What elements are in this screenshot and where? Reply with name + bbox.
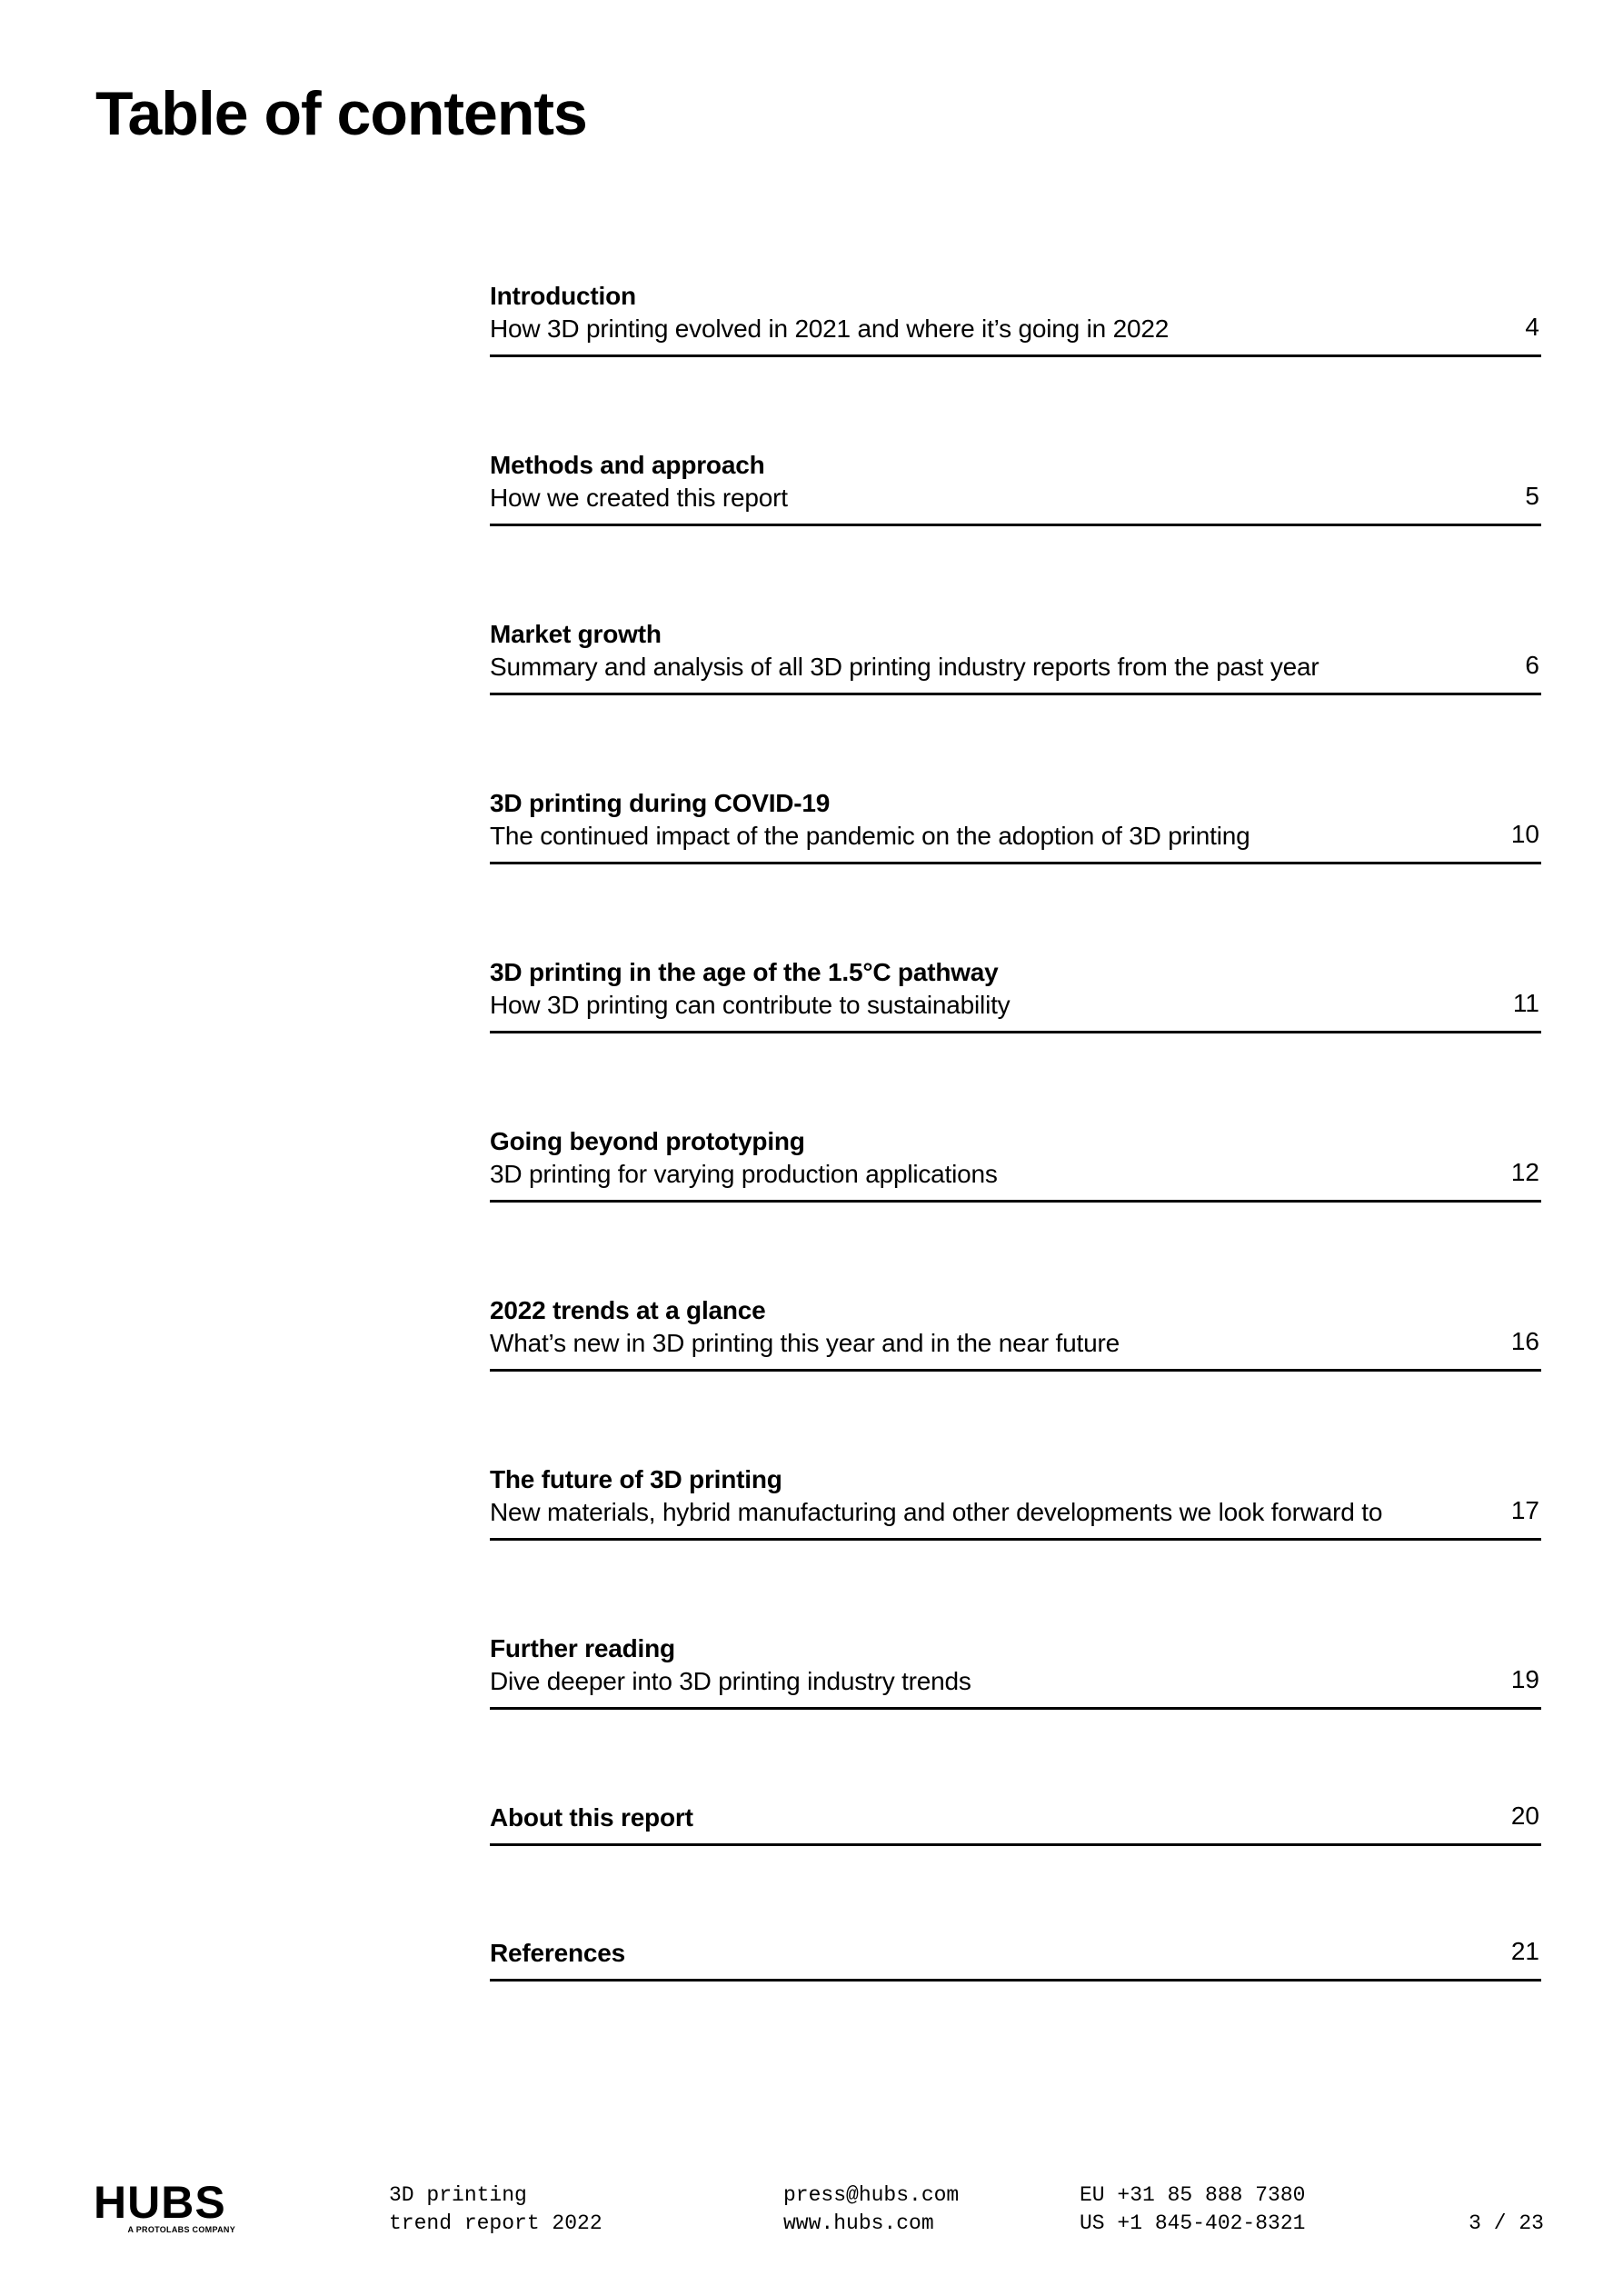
toc-entry-methods: [490, 449, 1541, 618]
toc-link-covid[interactable]: [490, 787, 1541, 864]
toc-entry-title: About this report: [490, 1803, 693, 1832]
footer-website: www.hubs.com: [783, 2211, 934, 2235]
toc-entry-subtitle: 3D printing for varying production applications: [490, 1160, 998, 1188]
toc-entry-about: [490, 1802, 1541, 1937]
toc-entry-subtitle: New materials, hybrid manufacturing and other developments we look forward to: [490, 1498, 1383, 1526]
page-title: Table of contents: [95, 79, 587, 148]
toc-entry-future: [490, 1463, 1541, 1632]
toc-entry-subtitle: What’s new in 3D printing this year and in the near future: [490, 1329, 1120, 1357]
toc-entry-introduction: [490, 280, 1541, 449]
toc-link-further-reading[interactable]: [490, 1632, 1541, 1710]
logo-wordmark: HUBS: [94, 2177, 226, 2228]
toc-link-references[interactable]: [490, 1937, 1541, 1982]
toc-entry-title: 3D printing in the age of the 1.5°C pathway: [490, 958, 999, 986]
toc-link-methods[interactable]: [490, 449, 1541, 526]
toc-entry-title: 3D printing during COVID-19: [490, 789, 831, 817]
footer-report-name: [389, 2181, 602, 2238]
toc-entry-title: The future of 3D printing: [490, 1465, 782, 1493]
footer-report-line-2: trend report 2022: [389, 2211, 602, 2235]
toc-entry-page-number: 19: [1510, 1665, 1539, 1693]
toc-entry-covid: [490, 787, 1541, 956]
toc-entry-subtitle: How 3D printing can contribute to sustainability: [490, 991, 1011, 1019]
footer-contact: [783, 2181, 959, 2238]
toc-entry-subtitle: Dive deeper into 3D printing industry trends: [490, 1667, 971, 1695]
toc-link-trends[interactable]: [490, 1294, 1541, 1372]
toc-link-future[interactable]: [490, 1463, 1541, 1541]
toc-entry-title: Methods and approach: [490, 451, 765, 479]
footer-phones: [1080, 2181, 1305, 2238]
toc-entry-page-number: 6: [1525, 651, 1539, 679]
toc-entry-page-number: 17: [1510, 1496, 1539, 1524]
toc-entry-title: Market growth: [490, 620, 662, 648]
toc-entry-title: 2022 trends at a glance: [490, 1296, 766, 1324]
toc-link-sustainability[interactable]: [490, 956, 1541, 1033]
toc-entry-title: Introduction: [490, 282, 636, 310]
toc-link-market-growth[interactable]: [490, 618, 1541, 695]
toc-entry-trends: [490, 1294, 1541, 1463]
toc-entry-subtitle: How 3D printing evolved in 2021 and where it’s going in 2022: [490, 314, 1170, 343]
toc-entry-further-reading: [490, 1632, 1541, 1802]
footer-page-indicator: 3 / 23: [1469, 2211, 1544, 2235]
toc-entry-page-number: 5: [1525, 482, 1539, 510]
toc-link-introduction[interactable]: [490, 280, 1541, 357]
toc-entry-page-number: 21: [1510, 1937, 1539, 1965]
footer-phone-us: US +1 845-402-8321: [1080, 2211, 1306, 2235]
toc-entry-page-number: 10: [1510, 820, 1539, 848]
toc-entry-page-number: 16: [1510, 1327, 1539, 1355]
toc-entry-title: References: [490, 1939, 625, 1967]
toc-link-beyond-prototyping[interactable]: [490, 1125, 1541, 1203]
toc-entry-title: Going beyond prototyping: [490, 1127, 805, 1155]
toc-entry-page-number: 4: [1525, 313, 1539, 341]
toc-entry-page-number: 20: [1510, 1802, 1539, 1830]
footer-phone-eu: EU +31 85 888 7380: [1080, 2183, 1306, 2207]
toc-entry-sustainability: [490, 956, 1541, 1125]
footer-report-line-1: 3D printing: [389, 2183, 527, 2207]
logo-tagline: A PROTOLABS COMPANY: [127, 2225, 235, 2234]
toc-entry-subtitle: The continued impact of the pandemic on the adoption of 3D printing: [490, 822, 1250, 850]
hubs-logo: [94, 2177, 239, 2245]
toc-entry-subtitle: How we created this report: [490, 484, 788, 512]
toc-entry-subtitle: Summary and analysis of all 3D printing industry reports from the past year: [490, 653, 1319, 681]
page-footer: [0, 2177, 1623, 2254]
toc-entry-beyond-prototyping: [490, 1125, 1541, 1294]
table-of-contents: [490, 280, 1541, 2072]
toc-link-about[interactable]: [490, 1802, 1541, 1846]
footer-email: press@hubs.com: [783, 2183, 960, 2207]
toc-entry-title: Further reading: [490, 1634, 675, 1662]
toc-entry-page-number: 11: [1512, 989, 1539, 1017]
toc-entry-market-growth: [490, 618, 1541, 787]
toc-entry-references: [490, 1937, 1541, 2072]
toc-entry-page-number: 12: [1510, 1158, 1539, 1186]
